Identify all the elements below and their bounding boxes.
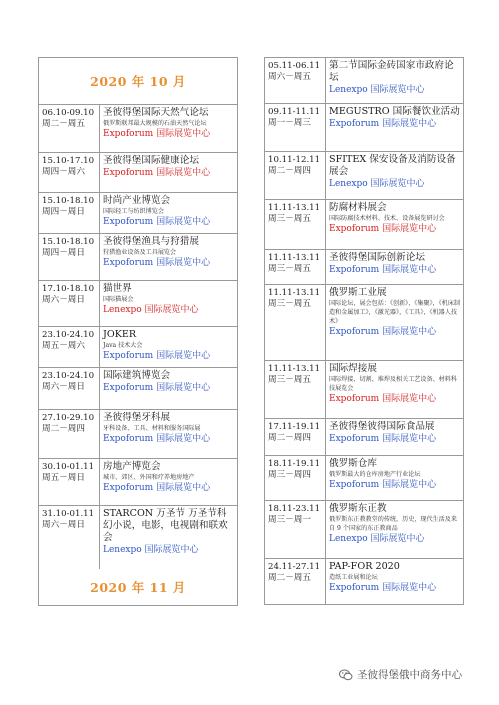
event-info [100,368,237,409]
event-venue: Lenexpo 国际展览中心 [329,179,425,189]
event-info [100,281,237,326]
event-weekdays: 周二－周四 [42,424,85,434]
event-name: 俄罗斯东正教 [329,503,387,514]
event-row [39,410,237,459]
event-description: 城市、郊区、外国和疗养地房地产 [103,474,195,481]
event-row [265,361,463,419]
event-date-range: 30.10-01.11 [42,462,95,472]
event-venue: Expoforum 国际展览中心 [329,434,437,444]
event-row [265,419,463,456]
event-weekdays: 周六－周日 [42,382,85,392]
event-date-range: 11.11-13.11 [268,364,321,374]
event-dates [265,501,326,558]
event-info [326,285,463,360]
event-info [326,361,463,418]
event-date-range: 09.11-11.11 [268,107,321,117]
event-date-range: 18.11-23.11 [268,504,321,514]
event-description: 造纸工业展和论坛 [329,574,378,581]
event-dates [39,506,100,569]
event-venue: Lenexpo 国际展览中心 [329,534,425,544]
event-weekdays: 周一－周三 [268,118,311,128]
event-weekdays: 周二－周五 [42,119,85,129]
event-description: 国际猫展会 [103,296,134,303]
event-dates [265,419,326,455]
watermark [339,667,462,682]
event-venue: Expoforum 国际展览中心 [329,265,437,275]
event-dates [265,104,326,151]
event-dates [265,361,326,418]
event-name: PAP-FOR 2020 [329,561,400,572]
event-name: 圣彼得堡国际创新论坛 [329,252,425,263]
event-weekdays: 周六－周日 [42,520,85,530]
event-info [326,250,463,284]
event-weekdays: 周四－周六 [42,167,85,177]
event-weekdays: 周四－周日 [42,207,85,217]
event-weekdays: 周二－周五 [268,573,311,583]
event-dates [39,193,100,233]
event-dates [265,456,326,500]
event-weekdays: 周二－周四 [268,166,311,176]
event-info [326,152,463,199]
event-venue: Expoforum 国际展览中心 [103,168,211,178]
event-date-range: 11.11-13.11 [268,203,321,213]
event-name: 房地产博览会 [103,461,161,472]
event-name: 猫世界 [103,283,132,294]
event-name: 圣彼得堡国际天然气论坛 [103,107,209,118]
event-info [100,459,237,505]
event-dates [265,285,326,360]
event-weekdays: 周三－周五 [268,375,311,385]
event-description: 国际轻工与纺织博览会 [103,208,164,215]
left-schedule-column [38,57,238,606]
event-name: STARCON 万圣节 万圣节科幻小说，电影，电视剧和联欢会 [103,508,228,543]
event-info [100,506,237,569]
event-venue: Expoforum 国际展览中心 [329,480,437,490]
event-weekdays: 周五－周日 [42,473,85,483]
month-header-october: 2020 年 10 月 [39,58,237,105]
event-dates [39,459,100,505]
event-description: 国际防腐技术材料、技术、设备展览研讨会 [329,215,445,222]
event-weekdays: 周三－周一 [268,515,311,525]
event-date-range: 31.10-01.11 [42,509,95,519]
event-venue: Expoforum 国际展览中心 [103,217,211,227]
event-date-range: 06.10-09.10 [42,108,95,118]
event-weekdays: 周三－周五 [268,264,311,274]
event-row [265,559,463,604]
event-row [265,200,463,250]
event-row [39,506,237,569]
event-info [100,153,237,192]
event-name: 圣彼得堡渔具与狩猎展 [103,236,199,247]
event-description: 俄罗斯东正教教堂的传统，历史，现代生活及来自 9 个国家的东正教商品 [329,516,457,532]
event-venue: Expoforum 国际展览中心 [103,258,211,268]
event-venue: Expoforum 国际展览中心 [103,434,211,444]
event-date-range: 11.11-13.11 [268,288,321,298]
event-dates [39,368,100,409]
event-venue: Lenexpo 国际展览中心 [103,305,199,315]
event-description: 国际焊接、切割、堆焊及相关工艺设备、材料科技展览会 [329,376,457,392]
watermark-text: 圣彼得堡俄中商务中心 [357,669,462,681]
event-name: 防腐材料展会 [329,202,387,213]
event-venue: Expoforum 国际展览中心 [103,351,211,361]
event-date-range: 18.11-19.11 [268,459,321,469]
event-venue: Expoforum 国际展览中心 [103,483,211,493]
event-venue: Expoforum 国际展览中心 [329,224,437,234]
event-name: 圣彼得堡牙科展 [103,412,171,423]
event-weekdays: 周六－周日 [42,295,85,305]
event-row [39,153,237,193]
event-info [326,456,463,500]
event-dates [39,281,100,326]
event-row [265,250,463,285]
event-weekdays: 周三－周五 [268,214,311,224]
event-description: 俄罗斯联邦最大规模的石油天然气论坛 [103,120,207,127]
event-row [265,152,463,200]
event-name: JOKER [103,329,137,340]
event-info [100,234,237,280]
event-weekdays: 周二－周四 [268,433,311,443]
event-row [265,456,463,501]
event-info [326,104,463,151]
event-info [100,410,237,458]
left-rows [39,105,237,569]
event-dates [39,410,100,458]
event-row [39,281,237,327]
event-date-range: 15.10-18.10 [42,237,95,247]
event-date-range: 15.10-18.10 [42,196,95,206]
event-row [265,58,463,104]
event-description: 国际论坛，展会包括：《创新》，《集聚》，《机床制造和金属加工》，《激光器》，《工具》，《机器人技术》 [329,300,460,325]
event-venue: Expoforum 国际展览中心 [329,583,437,593]
event-description: 狩猎渔业设备及工具展览会 [103,249,177,256]
event-date-range: 05.11-06.11 [268,61,321,71]
event-row [265,285,463,361]
event-venue: Expoforum 国际展览中心 [329,394,437,404]
event-dates [39,234,100,280]
event-dates [39,153,100,192]
event-dates [265,58,326,103]
event-venue: Lenexpo 国际展览中心 [329,85,425,95]
month-header-november: 2020 年 11 月 [90,580,186,595]
event-dates [265,559,326,604]
event-name: MEGUSTRO 国际餐饮业活动 [329,106,460,117]
event-info [100,193,237,233]
event-name: 俄罗斯仓库 [329,458,377,469]
event-date-range: 24.11-27.11 [268,562,321,572]
event-name: 圣彼得堡彼得国际食品展 [329,421,435,432]
event-name: 第二节国际金砖国家市政府论坛 [329,60,454,83]
event-row [39,327,237,368]
event-row [39,193,237,234]
event-date-range: 15.10-17.10 [42,156,95,166]
right-rows [265,58,463,604]
event-dates [265,200,326,249]
event-description: 俄罗斯最大的仓库房地产行业论坛 [329,471,421,478]
event-name: 时尚产业博览会 [103,195,171,206]
event-weekdays: 周六－周五 [268,72,311,82]
right-schedule-column [264,57,464,605]
event-dates [39,105,100,152]
event-description: Java 技术大会 [103,342,143,349]
event-row [39,105,237,153]
event-info [100,105,237,152]
event-dates [265,250,326,284]
event-dates [39,327,100,367]
event-name: 俄罗斯工业展 [329,287,387,298]
event-name: 国际焊接展 [329,363,377,374]
event-dates [265,152,326,199]
event-row [39,234,237,281]
event-description: 牙科设备、工具、材料和服务国际展 [103,425,201,432]
event-date-range: 23.10-24.10 [42,371,95,381]
event-info [326,559,463,604]
event-row [39,459,237,506]
event-date-range: 27.10-29.10 [42,413,95,423]
wechat-icon [339,669,353,681]
event-name: 圣彼得堡国际健康论坛 [103,155,199,166]
event-weekdays: 周三－周四 [268,470,311,480]
event-venue: Expoforum 国际展览中心 [103,383,211,393]
event-venue: Expoforum 国际展览中心 [329,327,437,337]
event-date-range: 11.11-13.11 [268,253,321,263]
event-info [326,58,463,103]
event-row [265,104,463,152]
event-date-range: 23.10-24.10 [42,330,95,340]
event-date-range: 17.10-18.10 [42,284,95,294]
event-info [326,501,463,558]
event-info [100,327,237,367]
event-venue: Expoforum 国际展览中心 [329,119,437,129]
event-row [39,368,237,410]
event-weekdays: 周三－周五 [268,299,311,309]
event-name: SFITEX 保安设备及消防设备展会 [329,154,456,177]
event-info [326,419,463,455]
event-name: 国际建筑博览会 [103,370,171,381]
event-date-range: 10.11-12.11 [268,155,321,165]
event-venue: Expoforum 国际展览中心 [103,129,211,139]
event-date-range: 17.11-19.11 [268,422,321,432]
event-weekdays: 周五－周六 [42,341,85,351]
event-venue: Lenexpo 国际展览中心 [103,545,199,555]
event-weekdays: 周四－周日 [42,248,85,258]
event-row [265,501,463,559]
event-info [326,200,463,249]
